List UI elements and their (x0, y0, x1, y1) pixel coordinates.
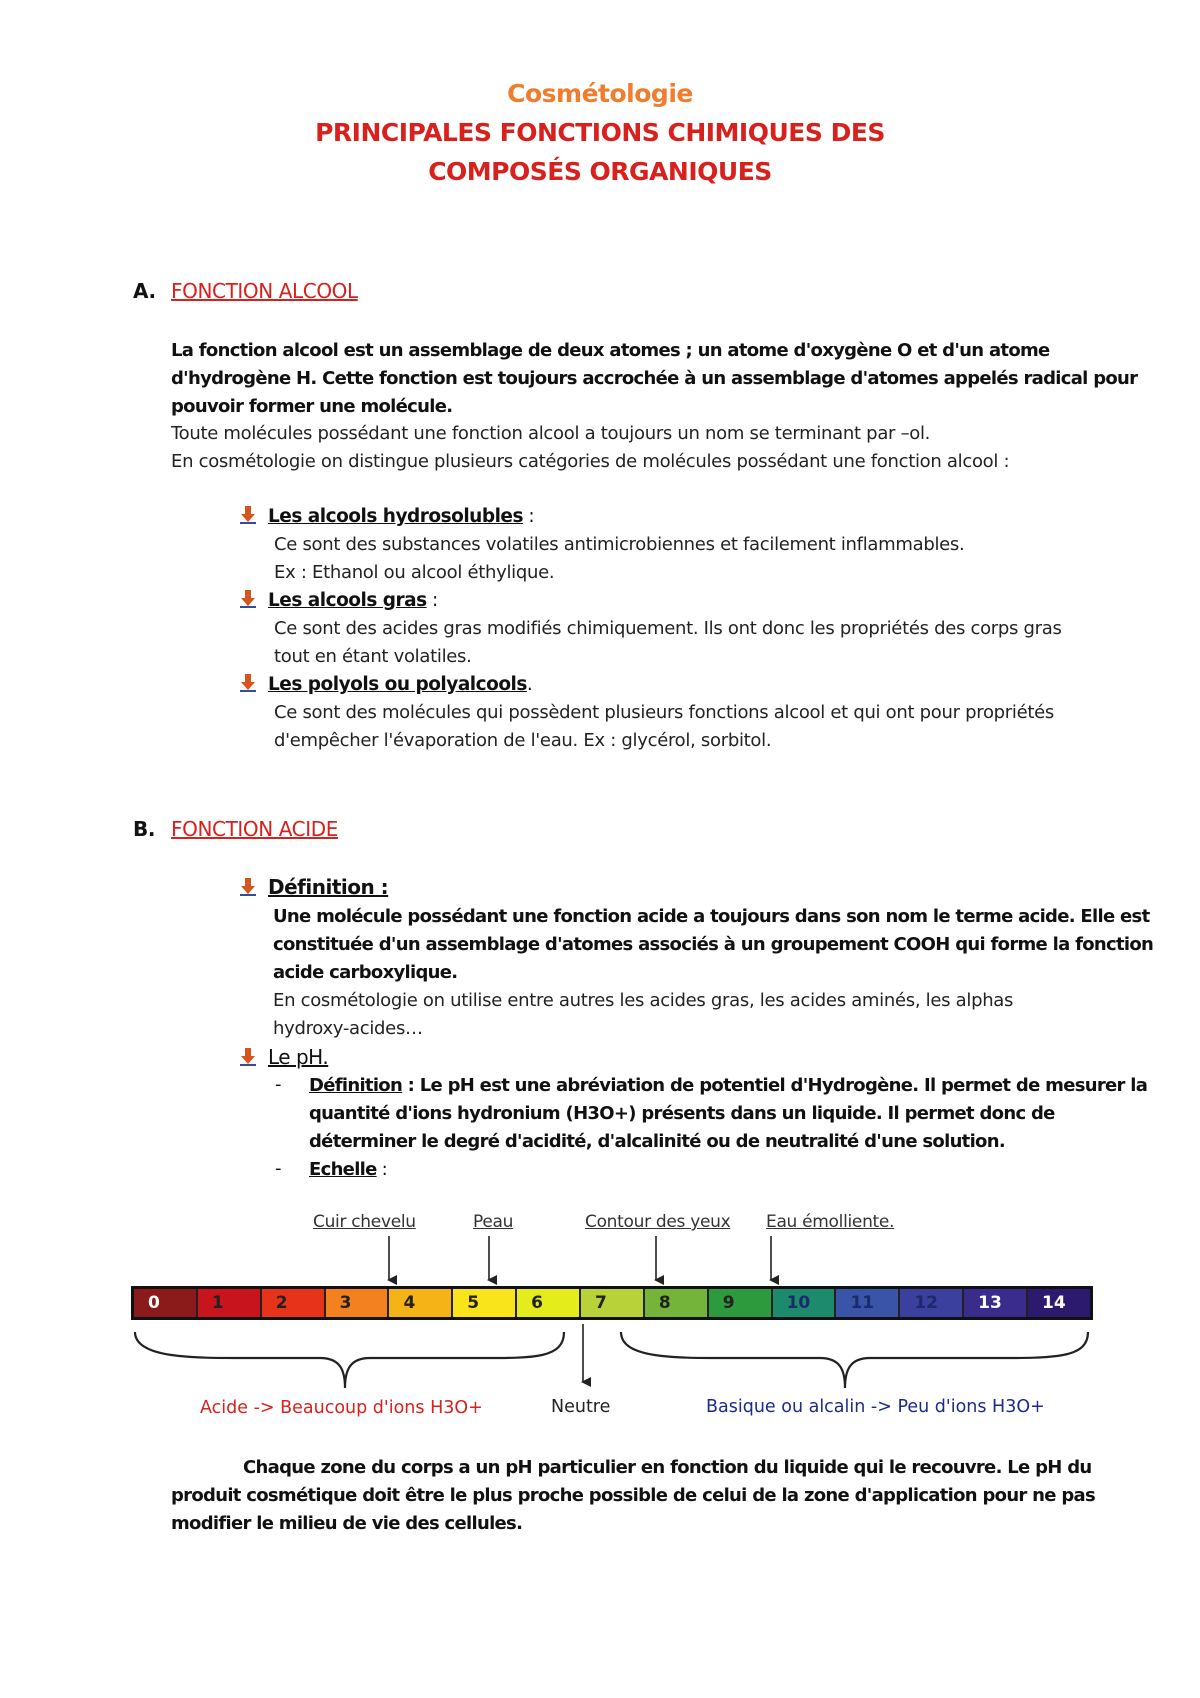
section-a-title: FONCTION ALCOOL (171, 279, 358, 303)
closing-line-3: modifier le milieu de vie des cellules. (171, 1513, 523, 1534)
pointer-label: Eau émolliente. (766, 1212, 895, 1232)
acide-definition-line-1: Une molécule possédant une fonction acide a toujours dans son nom le terme acide. Elle est (273, 906, 1150, 927)
acide-definition-line-3: acide carboxylique. (273, 962, 458, 983)
pointer-label: Contour des yeux (585, 1212, 731, 1232)
ph-definition-line-3: déterminer le degré d'acidité, d'alcalinité ou de neutralité d'une solution. (309, 1131, 1005, 1152)
echelle-suffix: : (376, 1159, 388, 1180)
item-text: Ce sont des acides gras modifiés chimiquement. Ils ont donc les propriétés des corps gras (274, 618, 1062, 639)
ph-cell-7: 7 (581, 1289, 645, 1317)
dash-marker: - (275, 1074, 282, 1095)
ph-cell-8: 8 (645, 1289, 709, 1317)
item-suffix: . (526, 674, 533, 695)
ph-cell-12: 12 (900, 1289, 964, 1317)
ph-definition-text: : Le pH est une abréviation de potentiel d'Hydrogène. Il permet de mesurer la (402, 1075, 1148, 1096)
base-label: Basique ou alcalin -> Peu d'ions H3O+ (706, 1397, 1045, 1417)
ph-cell-5: 5 (453, 1289, 517, 1317)
item-label: Les alcools hydrosolubles (268, 506, 523, 527)
section-b-number: B. (133, 817, 156, 841)
title-line-1: PRINCIPALES FONCTIONS CHIMIQUES DES (315, 118, 885, 147)
alcool-text-line-2: En cosmétologie on distingue plusieurs catégories de molécules possédant une fonction alcool : (171, 451, 1010, 472)
ph-cell-3: 3 (326, 1289, 390, 1317)
section-b-title: FONCTION ACIDE (171, 817, 338, 841)
ph-cell-11: 11 (836, 1289, 900, 1317)
ph-cell-6: 6 (517, 1289, 581, 1317)
item-label: Les polyols ou polyalcools (268, 674, 527, 695)
ph-cell-10: 10 (773, 1289, 837, 1317)
item-suffix: : (522, 506, 535, 527)
ph-scale-bar (131, 1286, 1093, 1320)
acide-text-line-1: En cosmétologie on utilise entre autres les acides gras, les acides aminés, les alphas (273, 990, 1014, 1011)
ph-cell-2: 2 (262, 1289, 326, 1317)
alcool-definition-line-2: d'hydrogène H. Cette fonction est toujours accrochée à un assemblage d'atomes appelés radical pour (171, 368, 1138, 389)
ph-label: Le pH. (268, 1045, 329, 1069)
ph-cell-14: 14 (1028, 1289, 1090, 1317)
ph-cell-13: 13 (964, 1289, 1028, 1317)
subject-heading: Cosmétologie (507, 79, 693, 108)
ph-definition-line-2: quantité d'ions hydronium (H3O+) présents dans un liquide. Il permet donc de (309, 1103, 1055, 1124)
ph-cell-9: 9 (709, 1289, 773, 1317)
alcool-text-line-1: Toute molécules possédant une fonction alcool a toujours un nom se terminant par –ol. (171, 423, 931, 444)
ph-definition-label: Définition (309, 1075, 403, 1096)
dash-marker: - (275, 1158, 282, 1179)
alcool-definition-line-1: La fonction alcool est un assemblage de deux atomes ; un atome d'oxygène O et d'un atome (171, 340, 1050, 361)
section-a-number: A. (133, 279, 156, 303)
item-text: tout en étant volatiles. (274, 646, 472, 667)
title-line-2: COMPOSÉS ORGANIQUES (428, 157, 772, 186)
alcool-definition-line-3: pouvoir former une molécule. (171, 396, 453, 417)
closing-line-2: produit cosmétique doit être le plus proche possible de celui de la zone d'application pour ne pas (171, 1485, 1096, 1506)
closing-line-1: Chaque zone du corps a un pH particulier en fonction du liquide qui le recouvre. Le pH du (243, 1457, 1092, 1478)
ph-cell-4: 4 (389, 1289, 453, 1317)
acide-definition-line-2: constituée d'un assemblage d'atomes associés à un groupement COOH qui forme la fonction (273, 934, 1154, 955)
pointer-label: Cuir chevelu (313, 1212, 416, 1232)
item-suffix: : (426, 590, 438, 611)
item-text: Ce sont des molécules qui possèdent plusieurs fonctions alcool et qui ont pour propriétés (274, 702, 1054, 723)
acid-label: Acide -> Beaucoup d'ions H3O+ (200, 1398, 483, 1418)
base-brace (621, 1332, 1088, 1388)
ph-cell-0: 0 (134, 1289, 198, 1317)
echelle-label: Echelle (309, 1159, 377, 1180)
definition-label: Définition : (268, 875, 389, 899)
item-text: d'empêcher l'évaporation de l'eau. Ex : glycérol, sorbitol. (274, 730, 772, 751)
acide-text-line-2: hydroxy-acides… (273, 1018, 423, 1039)
pointer-label: Peau (473, 1212, 514, 1232)
item-text: Ex : Ethanol ou alcool éthylique. (274, 562, 555, 583)
ph-cell-1: 1 (198, 1289, 262, 1317)
item-text: Ce sont des substances volatiles antimicrobiennes et facilement inflammables. (274, 534, 965, 555)
acid-brace (135, 1332, 564, 1388)
item-label: Les alcools gras (268, 590, 427, 611)
neutral-label: Neutre (551, 1397, 611, 1417)
